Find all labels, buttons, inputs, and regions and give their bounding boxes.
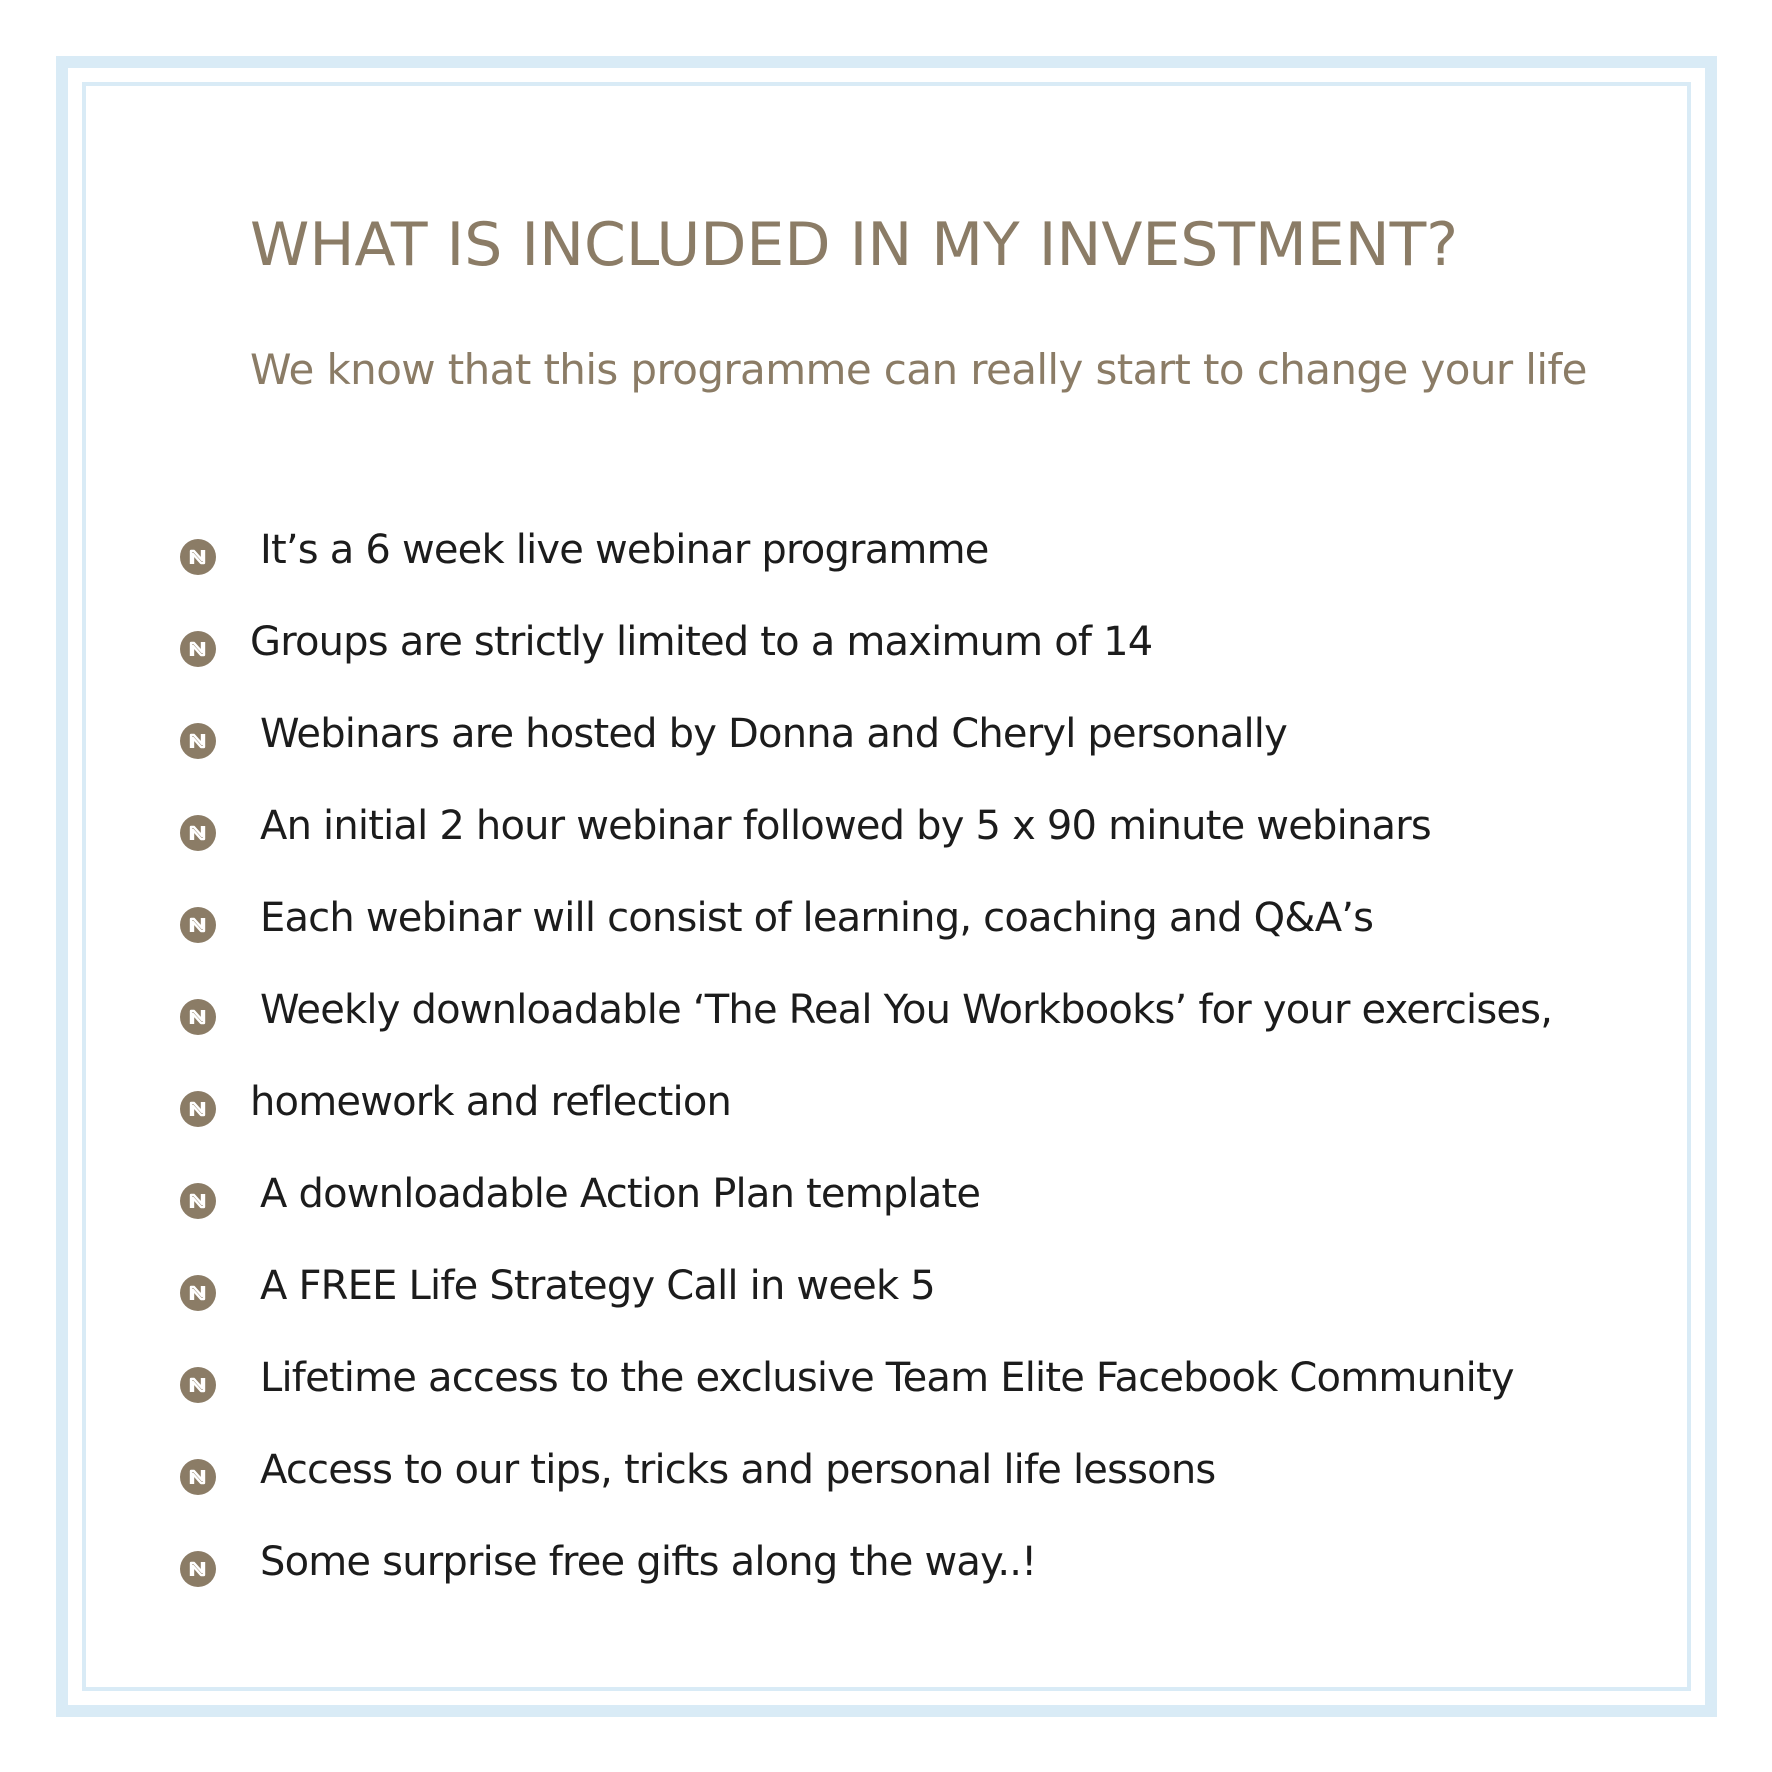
- list-item: [180, 688, 1552, 780]
- list-item: [180, 1332, 1552, 1424]
- n-monogram-circle-icon: [180, 631, 216, 667]
- list-item-label: It’s a 6 week live webinar programme: [260, 527, 989, 573]
- n-monogram-circle-icon: [180, 1091, 216, 1127]
- n-monogram-circle-icon: [180, 1551, 216, 1587]
- list-item: [180, 1056, 1552, 1148]
- inclusions-list: [180, 504, 1552, 1608]
- n-monogram-circle-icon: [180, 907, 216, 943]
- list-item: [180, 964, 1552, 1056]
- list-item-label: Weekly downloadable ‘The Real You Workbooks’ for your exercises,: [260, 987, 1553, 1033]
- list-item-label: Webinars are hosted by Donna and Cheryl personally: [260, 711, 1287, 757]
- list-item-label: Some surprise free gifts along the way..!: [260, 1539, 1037, 1585]
- page-subtitle: We know that this programme can really start to change your life: [250, 345, 1587, 394]
- n-monogram-circle-icon: [180, 723, 216, 759]
- n-monogram-circle-icon: [180, 1459, 216, 1495]
- list-item: [180, 872, 1552, 964]
- n-monogram-circle-icon: [180, 1183, 216, 1219]
- list-item: [180, 1516, 1552, 1608]
- list-item: [180, 1148, 1552, 1240]
- n-monogram-circle-icon: [180, 1367, 216, 1403]
- list-item-label: Access to our tips, tricks and personal life lessons: [260, 1447, 1216, 1493]
- list-item-label: Groups are strictly limited to a maximum of 14: [250, 619, 1153, 665]
- list-item: [180, 1240, 1552, 1332]
- list-item-label: A downloadable Action Plan template: [260, 1171, 981, 1217]
- n-monogram-circle-icon: [180, 999, 216, 1035]
- list-item-label: Each webinar will consist of learning, coaching and Q&A’s: [260, 895, 1374, 941]
- n-monogram-circle-icon: [180, 815, 216, 851]
- list-item-label: A FREE Life Strategy Call in week 5: [260, 1263, 935, 1309]
- list-item: [180, 1424, 1552, 1516]
- n-monogram-circle-icon: [180, 539, 216, 575]
- list-item: [180, 596, 1552, 688]
- list-item-label: homework and reflection: [250, 1079, 732, 1125]
- list-item-label: An initial 2 hour webinar followed by 5 x 90 minute webinars: [260, 803, 1431, 849]
- page-title: WHAT IS INCLUDED IN MY INVESTMENT?: [250, 210, 1459, 280]
- n-monogram-circle-icon: [180, 1275, 216, 1311]
- list-item-label: Lifetime access to the exclusive Team Elite Facebook Community: [260, 1355, 1514, 1401]
- list-item: [180, 780, 1552, 872]
- list-item: [180, 504, 1552, 596]
